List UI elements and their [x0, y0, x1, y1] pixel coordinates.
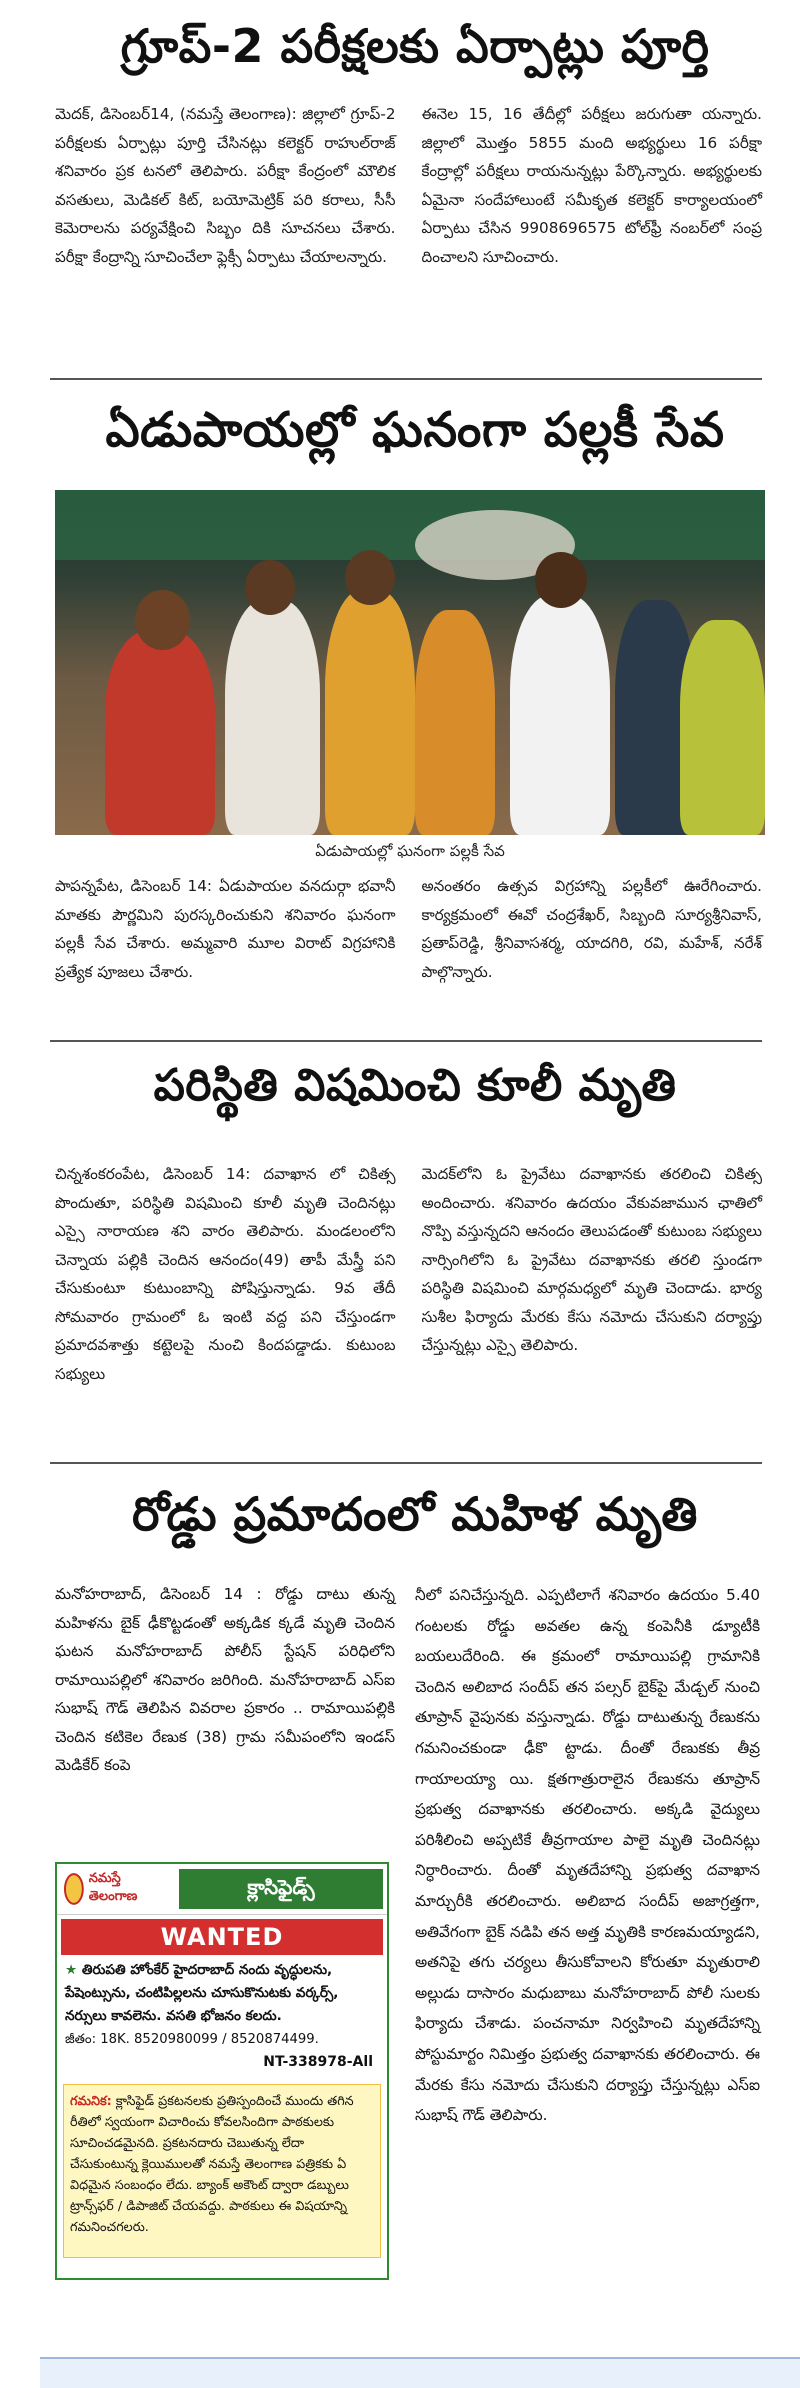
ad-disclaimer [63, 2084, 381, 2258]
emblem-icon [63, 1872, 85, 1906]
ad-brand: నమస్తే తెలంగాణ [88, 1871, 138, 1904]
star-icon: ★ [65, 1962, 78, 1978]
disclaimer-text: క్లాసిఫైడ్ ప్రకటనలకు ప్రతిస్పందించే ముందు తగిన రీతిలో స్వయంగా విచారించు కోవలసిందిగా పాఠకులకు సూచించడమైనది. ప్రకటనదారు చెబుతున్న లేదా చేసుకుంటున్న క్లెయిములతో నమస్తే తెలంగాణ పత్రికకు ఏ విధమైన సంబంధం లేదు. బ్యాంక్ అకౌంట్ ద్వారా డబ్బులు ట్రాన్స్‌ఫర్ / డిపాజిట్ చేయవద్దు. పాఠకులు ఈ విషయాన్ని గమనించగలరు. [70, 2094, 354, 2235]
article2-body [55, 872, 762, 986]
article1-col1: మెదక్, డిసెంబర్14, (నమస్తే తెలంగాణ): జిల్లాలో గ్రూప్-2 పరీక్షలకు ఏర్పాట్లు పూర్తి చేసినట్లు కలెక్టర్ రాహుల్‌రాజ్ శనివారం ప్రక టనలో తెలిపారు. పరీక్షా కేంద్రంలో మౌలిక వసతులు, మెడికల్ కిట్, బయోమెట్రిక్ పరి కరాలు, సీసీ కెమెరాలను పర్యవేక్షించి సిబ్బం దికి సూచనలు చేశారు. పరీక్షా కేంద్రాన్ని సూచించేలా ఫ్లెక్సీ ఏర్పాటు చేయాలన్నారు. [55, 105, 396, 266]
newspaper-logo [63, 1866, 173, 1912]
article2-headline: ఏడుపాయల్లో ఘనంగా పల్లకీ సేవ [105, 402, 725, 458]
article3-headline: పరిస్థితి విషమించి కూలీ మృతి [153, 1060, 677, 1111]
disclaimer-label: గమనిక: [70, 2094, 112, 2109]
palanquin-seva-photo [55, 490, 765, 835]
divider [50, 1462, 762, 1464]
ad-line: తిరుపతి హోంకేర్ హైదరాబాద్ నందు వృద్ధులను, పేషెంట్సును, చంటిపిల్లలను చూసుకొనుటకు వర్కర్స్, నర్సులు కావలెను. వసతి భోజనం కలదు. [65, 1962, 339, 2024]
photo-caption: ఏడుపాయల్లో ఘనంగా పల్లకీ సేవ [315, 842, 505, 860]
article4-col1: మనోహరాబాద్, డిసెంబర్ 14 : రోడ్డు దాటు తున్న మహిళను బైక్ ఢీకొట్టడంతో అక్కడిక క్కడే మృతి చెందిన ఘటన మనోహరాబాద్ పోలీస్ స్టేషన్ పరిధిలోని రామాయిపల్లిలో శనివారం జరిగింది. మనోహరాబాద్ ఎస్ఐ సుభాష్ గౌడ్ తెలిపిన వివరాల ప్రకారం .. రామాయిపల్లికి చెందిన కటికెల రేణుక (38) గ్రామ సమీపంలోని ఇండస్ మెడికేర్ కంపె [55, 1585, 395, 1774]
ad-text [65, 1959, 379, 2028]
divider [50, 378, 762, 380]
article3-body [55, 1160, 762, 1388]
article4-col1-wrap [55, 1580, 395, 1780]
article3-col2: మెదక్‌లోని ఓ ప్రైవేటు దవాఖానకు తరలించి చికిత్స అందించారు. శనివారం ఉదయం వేకువజామున ఛాతిలో నొప్పి వస్తున్నదని ఆనందం తెలుపడంతో కుటుంబ సభ్యులు నార్సింగిలోని ఓ ప్రైవేటు దవాఖానకు తరలి స్తుండగా పరిస్థితి విషమించి మార్గమధ్యలో మృతి చెందాడు. భార్య సుశీల ఫిర్యాదు మేరకు కేసు నమోదు చేసుకుని దర్యాప్తు చేస్తున్నట్లు ఎస్సై తెలిపారు. [421, 1165, 762, 1354]
ad-salary: జీతం: 18K. 8520980099 / 8520874499. [65, 2032, 319, 2047]
article1-headline: గ్రూప్-2 పరీక్షలకు ఏర్పాట్లు పూర్తి [120, 19, 710, 73]
article2-col1: పాపన్నపేట, డిసెంబర్ 14: ఏడుపాయల వనదుర్గా భవానీ మాతకు పౌర్ణమిని పురస్కరించుకుని శనివారం ఘనంగా పల్లకీ సేవ చేశారు. అమ్మవారి మూల విరాట్ విగ్రహానికి ప్రత్యేక పూజలు చేశారు. [55, 877, 396, 981]
page-bottom-strip [40, 2357, 800, 2388]
ad-header [57, 1864, 387, 1915]
wanted-banner: WANTED [61, 1919, 383, 1955]
divider [50, 1040, 762, 1042]
ad-code: NT-338978-All [263, 2054, 373, 2070]
classifieds-label: క్లాసిఫైడ్స్ [179, 1869, 383, 1909]
ad-body [57, 1955, 387, 2078]
article3-col1: చిన్నశంకరంపేట, డిసెంబర్ 14: దవాఖాన లో చికిత్స పొందుతూ, పరిస్థితి విషమించి కూలీ మృతి చెందినట్లు ఎస్సై నారాయణ శని వారం తెలిపారు. మండలంలోని చెన్నాయ పల్లికి చెందిన ఆనందం(49) తాపీ మేస్త్రీ పని చేసుకుంటూ కుటుంబాన్ని పోషిస్తున్నాడు. 9వ తేదీ సోమవారం గ్రామంలో ఓ ఇంటి వద్ద పని చేస్తుండగా ప్రమాదవశాత్తు కట్టెలపై నుంచి కిందపడ్డాడు. కుటుంబ సభ్యులు [55, 1165, 396, 1383]
article1-body [55, 100, 762, 271]
article4-headline: రోడ్డు ప్రమాదంలో మహిళ మృతి [132, 1487, 698, 1541]
classified-ad [55, 1862, 389, 2280]
article2-col2: అనంతరం ఉత్సవ విగ్రహాన్ని పల్లకీలో ఊరేగించారు. కార్యక్రమంలో ఈవో చంద్రశేఖర్, సిబ్బంది సూర్యశ్రీనివాస్, ప్రతాప్‌రెడ్డి, శ్రీనివాసశర్మ, యాదగిరి, రవి, మహేశ్, నరేశ్ పాల్గొన్నారు. [421, 877, 762, 981]
article1-col2: ఈనెల 15, 16 తేదీల్లో పరీక్షలు జరుగుతా యన్నారు. జిల్లాలో మొత్తం 5855 మంది అభ్యర్థులు 16 పరీక్షా కేంద్రాల్లో పరీక్షలు రాయనున్నట్లు పేర్కొన్నారు. అభ్యర్థులకు ఏమైనా సందేహాలుంటే సమీకృత కలెక్టర్ కార్యాలయంలో ఏర్పాటు చేసిన 9908696575 టోల్‌ఫ్రీ నంబర్‌లో సంప్ర దించాలని సూచించారు. [421, 105, 762, 266]
article4-col2-wrap [415, 1580, 760, 2131]
article4-col2: నీలో పనిచేస్తున్నది. ఎప్పటిలాగే శనివారం ఉదయం 5.40 గంటలకు రోడ్డు అవతల ఉన్న కంపెనీకి డ్యూటీకి బయలుదేరింది. ఈ క్రమంలో రామాయిపల్లి గ్రామానికి చెందిన అలిబాద సందీప్ తన పల్సర్ బైక్‌పై మేడ్చల్ నుంచి తూప్రాన్ వైపునకు వస్తున్నాడు. రోడ్డు దాటుతున్న రేణుకను గమనించకుండా ఢీకొ ట్టాడు. దీంతో రేణుకకు తీవ్ర గాయాలయ్యా యి. క్షతగాత్రురాలైన రేణుకను తూప్రాన్ ప్రభుత్వ దవాఖానకు తరలించారు. అక్కడి వైద్యులు పరిశీలించి అప్పటికే తీవ్రగాయాల పాలై మృతి చెందినట్లు నిర్ధారించారు. దీంతో మృతదేహాన్ని ప్రభుత్వ దవాఖాన మార్చురీకి తరలించారు. అలిబాద సందీప్ అజాగ్రత్తగా, అతివేగంగా బైక్ నడిపి తన అత్త మృతికి కారణమయ్యాడని, అతనిపై తగు చర్యలు తీసుకోవాలని కోరుతూ మృతురాలి అల్లుడు దాసారం మధుబాబు మనోహరాబాద్ పోలీ సులకు ఫిర్యాదు చేశాడు. పంచనామా నిర్వహించి మృతదేహాన్ని పోస్టుమార్టం నిమిత్తం ప్రభుత్వ దవాఖానకు తరలించారు. ఈ మేరకు కేసు నమోదు చేసుకుని దర్యాప్తు చేస్తున్నట్లు ఎస్ఐ సుభాష్ గౌడ్ తెలిపారు. [415, 1586, 760, 2125]
